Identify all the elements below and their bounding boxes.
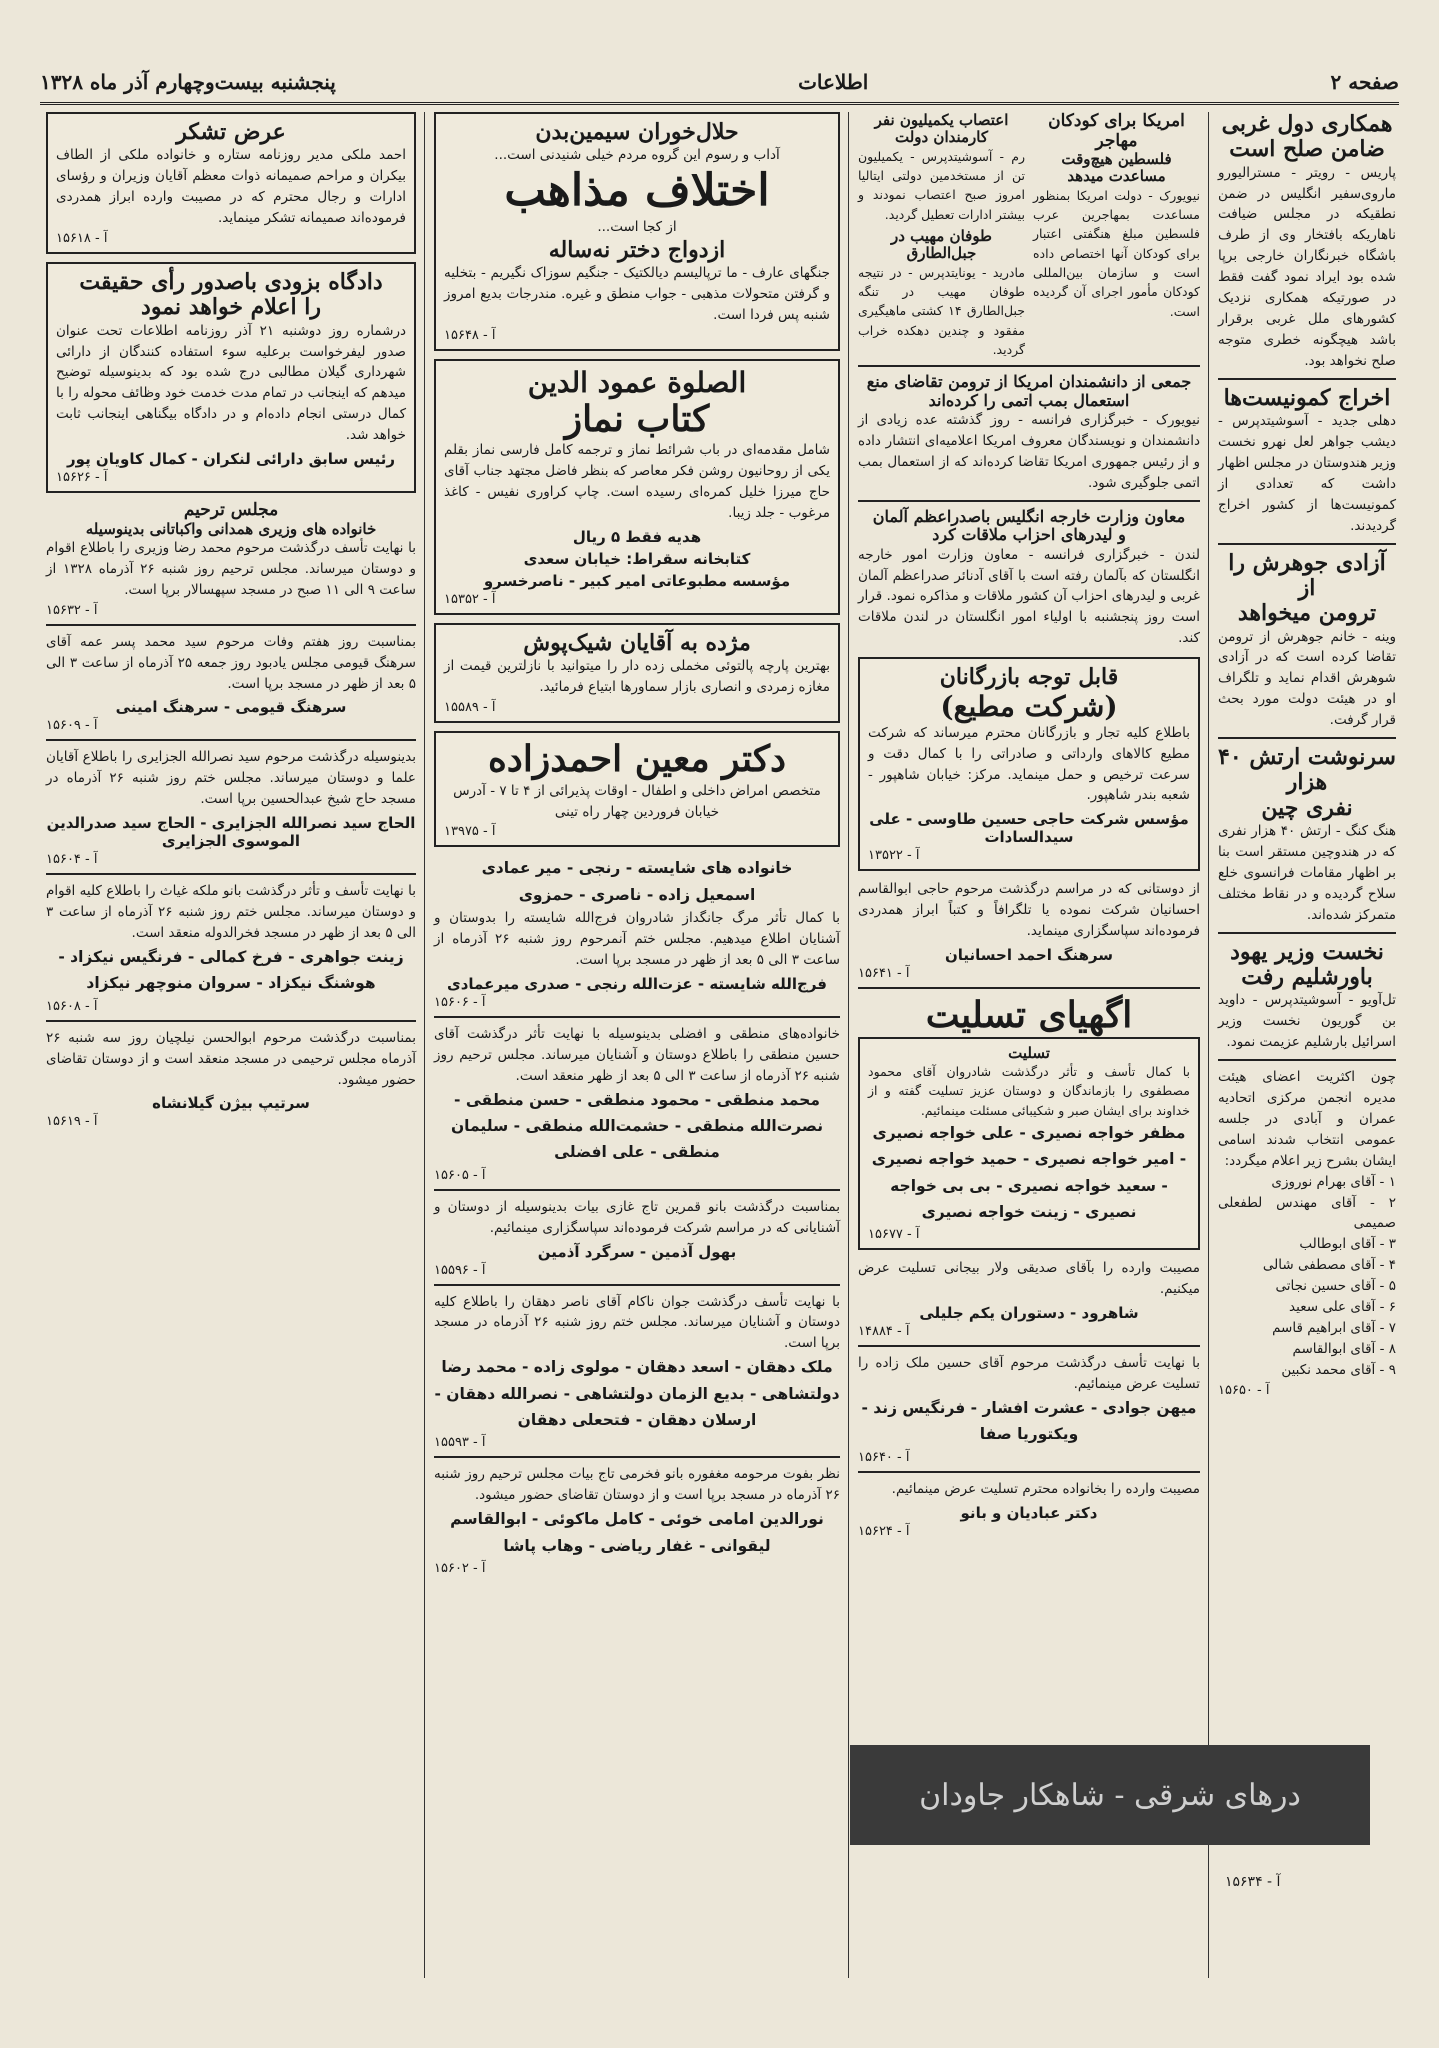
- divider: [858, 1345, 1200, 1347]
- ad-body: بمناسبت روز هفتم وفات مرحوم سید محمد پسر عمه آقای سرهنگ قیومی مجلس یادبود روز جمعه ۲۵ آذرماه از ساعت ۳ الی ۵ بعد از ظهر در مسجد برپا است.: [46, 633, 416, 692]
- ad-body: شامل مقدمه‌ای در باب شرائط نماز و ترجمه کامل فارسی نماز بقلم یکی از روحانیون روشن فکر معاصر که بنظر فاضل مجتهد جناب آقای حاج میرزا خلیل کمره‌ای رسیده است. چاپ کراوری نفیس - کاغذ مرغوب - جلد زیبا.: [444, 442, 830, 522]
- headline: همکاری دول غربی: [1221, 111, 1393, 137]
- ad-title: قابل توجه بازرگانان: [939, 664, 1119, 691]
- ad-body: باطلاع کلیه تجار و بازرگانان محترم میرساند که شرکت مطیع کالاهای وارداتی و صادراتی را با کمال دقت و سرعت ترخیص و حمل مینماید. مرکز: خیابان شاهپور - شعبه بندر شاهپور.: [868, 724, 1190, 804]
- ad-body: از دوستانی که در مراسم درگذشت مرحوم حاجی ابوالقاسم احسانیان شرکت نموده یا تلگرافاً و کتباً ابراز همدردی فرموده‌اند سپاسگزاری مینماید.: [858, 881, 1200, 940]
- article-body: رم - آسوشیتدپرس - یکمیلیون تن از مستخدمین دولتی ایتالیا امروز صبح اعتصاب نمودند و بیشتر ادارات تعطیل گردید.: [858, 148, 1025, 222]
- article-body: نیویورک - خبرگزاری فرانسه - روز گذشته عده زیادی از دانشمندان و نویسندگان معروف امریکا اعلامیه‌ای انتشار داده و از رئیس جمهوری امریکا تقاضا کرده‌اند که از استعمال بمب اتمی جلوگیری شود.: [858, 412, 1200, 491]
- ad-court: [46, 262, 416, 493]
- article-body: تل‌آویو - آسوشیتدپرس - داوید بن گوریون نخست وزیر اسرائیل بارشلیم عزیمت نمود.: [1218, 992, 1396, 1051]
- ad-code: آ - ۱۵۶۱۸: [56, 230, 108, 246]
- page-number: صفحه ۲: [1330, 70, 1399, 94]
- divider: [858, 500, 1200, 502]
- divider: [1218, 543, 1396, 545]
- headline: نخست وزیر یهود: [1230, 938, 1384, 965]
- ad-signature: سرتیپ بیژن گیلانشاه: [152, 1094, 310, 1113]
- article-western-cooperation: [1218, 112, 1396, 372]
- ad-doctor: [434, 731, 840, 847]
- ad-memorial-jazayeri: [46, 747, 416, 867]
- list-item: ۶ - آقای علی سعید: [1289, 1299, 1396, 1316]
- divider: [46, 1020, 416, 1022]
- ad-code: آ - ۱۴۸۸۴: [858, 1324, 910, 1340]
- ad-address: کتابخانه سقراط: خیابان سعدی: [523, 550, 751, 569]
- ad-magazine: [434, 112, 840, 351]
- ad-fabric: [434, 623, 840, 723]
- article-atomic-bomb: [858, 373, 1200, 493]
- ad-body: از کجا است...: [597, 218, 677, 235]
- ad-names: مظفر خواجه نصیری - علی خواجه نصیری - امیر خواجه نصیری - حمید خواجه نصیری - سعید خواجه نصیری - بی بی خواجه نصیری - زینت خواجه نصیری: [871, 1123, 1187, 1221]
- subheadline: باورشلیم رفت: [1241, 963, 1373, 990]
- ad-signature: رئیس سابق دارائی لنکران - کمال کاویان پور: [67, 450, 395, 469]
- ad-body: جنگهای عارف - ما ترپالیسم دیالکتیک - جنگیم سوزاک نگیریم - بتخلیه و گرفتن متحولات مذهبی - جواب منطق و غیره. مندرجات بدیع امروز شنبه پس فردا است.: [444, 265, 830, 323]
- ad-code: آ - ۱۵۶۰۸: [46, 998, 98, 1014]
- member-list: [1218, 1172, 1396, 1381]
- issue-date: پنجشنبه بیست‌وچهارم آذر ماه ۱۳۲۸: [40, 70, 336, 94]
- divider: [1218, 1059, 1396, 1061]
- list-item: ۲ - آقای مهندس لطفعلی صمیمی: [1218, 1194, 1396, 1232]
- ad-subtitle: (شرکت مطیع): [940, 689, 1118, 723]
- section-title-condolences: اگهیای تسلیت: [925, 994, 1133, 1037]
- divider: [858, 1471, 1200, 1473]
- notice-association: [1218, 1067, 1396, 1398]
- ad-thanks-maleki: [46, 112, 416, 254]
- ad-obituary-1: [434, 855, 840, 1009]
- banner-text: درهای شرقی - شاهکار جاودان: [919, 1777, 1301, 1813]
- headline: جمعی از دانشمندان امریکا از ترومن تقاضای منع: [866, 372, 1192, 392]
- list-item: ۵ - آقای حسین نجاتی: [1275, 1278, 1396, 1295]
- ad-code: آ - ۱۵۶۳۲: [46, 602, 98, 618]
- ad-memorial-vaziri: [46, 501, 416, 618]
- headline: طوفان مهیب در جبل‌الطارق: [890, 227, 992, 263]
- ad-signature: شاهرود - دستوران یکم جلیلی: [919, 1304, 1139, 1323]
- article-body: نیویورک - دولت امریکا بمنظور مساعدت بمهاجرین عرب فلسطین مبلغ هنگفتی اعتبار برای کودکان آنها اختصاص داده است و سازمان بین‌المللی کودکان مأمور اجرای آن گردیده است.: [1033, 187, 1200, 319]
- ad-title: عرض تشکر: [176, 119, 286, 145]
- ad-signature: سرهنگ قیومی - سرهنگ امینی: [115, 698, 347, 717]
- list-item: ۳ - آقای ابوطالب: [1299, 1236, 1396, 1253]
- article-china-army: [1218, 745, 1396, 926]
- divider: [434, 1016, 840, 1018]
- article-body: دهلی جدید - آسوشیتدپرس - دیشب جواهر لعل نهرو نخست وزیر هندوستان در مجلس اظهار داشت که تعدادی از کمونیست‌ها از کشور اخراج گردیدند.: [1218, 413, 1396, 534]
- ad-title: دکتر معین احمدزاده: [487, 738, 787, 781]
- ad-title: حلال‌خوران سیمین‌بدن: [535, 119, 739, 145]
- ad-condolence-2: [858, 1258, 1200, 1339]
- ad-signature: فرج‌الله شایسته - عزت‌الله رنجی - صدری میرعمادی: [446, 974, 828, 993]
- divider: [46, 624, 416, 626]
- article-communists: [1218, 386, 1396, 537]
- article-body: پاریس - رویتر - مسترالیورو ماروی‌سفیر انگلیس در ضمن نطقیکه در مجلس ضیافت ناهاریکه بافتخار وی از طرف باشگاه خبرنگاران خارجی برپا شده بود ایراد نمود گفت فقط در صورتیکه همکاری نزدیک کشورهای ملل غربی برقرار باشد هیچگونه خطری متوجه صلح نخواهد بود.: [1218, 164, 1396, 369]
- column-news-right: [1212, 112, 1402, 1398]
- ad-obituary-5: [434, 1464, 840, 1576]
- column-news-center: [852, 112, 1206, 1539]
- ad-code: آ - ۱۵۶۰۴: [46, 852, 98, 868]
- ad-prayer-book: [434, 359, 840, 615]
- list-item: ۱ - آقای بهرام نوروزی: [1271, 1173, 1396, 1190]
- ad-title: الصلوة عمود الدین: [527, 365, 747, 399]
- ad-headline: اختلاف مذاهب: [504, 165, 770, 217]
- footer-code: آ - ۱۵۶۳۴: [1225, 1874, 1281, 1890]
- ad-code: آ - ۱۵۶۰۲: [434, 1560, 486, 1576]
- ad-body: با نهایت تأسف و تأثر درگذشت بانو ملکه غیاث را باطلاع کلیه اقوام و دوستان میرساند. مجلس ختم روز شنبه ۲۶ آذرماه از ساعت ۳ الی ۵ بعد از ظهر در مسجد فخرالدوله منعقد است.: [46, 883, 416, 942]
- ad-signature: سرهنگ احمد احسانیان: [944, 946, 1114, 965]
- article-body: لندن - خبرگزاری فرانسه - معاون وزارت امور خارجه انگلستان که بآلمان رفته است با آقای آدنائر صدراعظم آلمان غربی و لیدرهای احزاب آن کشور ملاقات و مذاکره نمود. قرار است روز پنجشنبه با اولیاء امور انگلستان در لندن ملاقات کند.: [858, 546, 1200, 647]
- ad-names: اسمعیل زاده - ناصری - حمزوی: [518, 885, 756, 904]
- ad-code: آ - ۱۵۶۵۰: [1218, 1382, 1270, 1398]
- column-rule: [424, 112, 425, 1978]
- divider: [46, 873, 416, 875]
- ad-code: آ - ۱۵۶۲۶: [56, 470, 108, 486]
- ad-code: آ - ۱۵۵۹۳: [434, 1435, 486, 1451]
- divider: [858, 365, 1200, 367]
- headline: معاون وزارت خارجه انگلیس باصدراعظم آلمان: [872, 506, 1186, 526]
- ad-code: آ - ۱۵۶۰۹: [46, 718, 98, 734]
- ad-body: بهترین پارچه پالتوئی مخملی زده دار را میتوانید با نازلترین قیمت از مغازه زمردی و انصاری بازار سماورها ابتیاع فرمائید.: [444, 658, 830, 696]
- ad-address: مؤسسه مطبوعاتی امیر کبیر - ناصرخسرو: [483, 572, 791, 591]
- ad-names: نورالدین امامی خوئی - کامل ماکوئی - ابوالقاسم لیقوانی - غفار ریاضی - وهاب پاشا: [450, 1510, 824, 1555]
- subheadline: و لیدرهای احزاب ملاقات کرد: [932, 525, 1126, 545]
- ad-code: آ - ۱۵۶۴۰: [858, 1449, 910, 1465]
- subheadline: ترومن میخواهد: [1237, 600, 1377, 627]
- ad-title: مژده به آقایان شیک‌پوش: [523, 630, 751, 657]
- paper-name: اطلاعات: [798, 70, 869, 94]
- ad-thanks: [858, 879, 1200, 981]
- ad-title: تسلیت: [1008, 1043, 1050, 1062]
- ad-body: با کمال تأثر مرگ جانگداز شادروان فرج‌الله شایسته را بدوستان و آشنایان اطلاع میدهیم. مجلس ختم آنمرحوم روز شنبه ۲۶ آذرماه از ساعت ۳ الی ۵ بعد از ظهر در مسجد برپا است.: [434, 910, 840, 968]
- divider: [434, 1284, 840, 1286]
- ad-names: ملک دهقان - اسعد دهقان - مولوی زاده - محمد رضا دولتشاهی - بدیع الزمان دولتشاهی - نصرالله دهقان - ارسلان دهقان - فتحعلی دهقان: [434, 1358, 840, 1429]
- headline: اخراج کمونیست‌ها: [1223, 384, 1391, 411]
- column-rule: [848, 112, 849, 1978]
- ad-body: با نهایت تأسف درگذشت مرحوم محمد رضا وزیری را باطلاع اقوام و دوستان میرساند. مجلس ترحیم روز شنبه ۲۶ آذرماه ۱۳۲۸ از ساعت ۹ الی ۱۱ صبح در مسجد سپهسالار برپا است.: [46, 539, 417, 598]
- ad-subtitle: را اعلام خواهد نمود: [141, 294, 321, 321]
- divider: [1218, 932, 1396, 934]
- column-ads-center: [428, 112, 846, 1576]
- article-release-request: [1218, 551, 1396, 732]
- article-body: مادرید - یونایتدپرس - در نتیجه طوفان مهیب در تنگه جبل‌الطارق ۱۴ کشتی ماهیگیری مفقود و چندین دهکده خراب گردید.: [858, 264, 1025, 357]
- subheadline: استعمال بمب اتمی را کرده‌اند: [928, 390, 1130, 410]
- subheadline: فلسطین هیچ‌وقت مساعدت میدهد: [1061, 150, 1172, 186]
- headline: اعتصاب یکمیلیون نفر کارمندان دولت: [874, 111, 1009, 147]
- ad-condolence-1: [858, 1037, 1200, 1251]
- ad-subtitle: خانواده های وزیری همدانی واکباتانی بدینوسیله: [85, 519, 377, 538]
- column-rule: [1208, 112, 1209, 1978]
- ad-body: مصیبت وارده را بآقای صدیقی ولار بیجانی تسلیت عرض میکنیم.: [858, 1260, 1200, 1298]
- ad-names: زینت جواهری - فرخ کمالی - فرنگیس نیکزاد - هوشنگ نیکزاد - سروان منوچهر نیکزاد: [58, 947, 404, 993]
- column-ads-left: [40, 112, 422, 1129]
- ad-code: آ - ۱۵۶۴۱: [858, 966, 910, 982]
- ad-obituary-3: [434, 1197, 840, 1278]
- ad-subtitle: ازدواج دختر نه‌ساله: [548, 236, 726, 263]
- headline: امریکا برای کودکان مهاجر: [1048, 111, 1185, 151]
- divider: [858, 987, 1200, 989]
- ad-title: دادگاه بزودی باصدور رأی حقیقت: [79, 268, 383, 295]
- article-body: وینه - خانم جوهرش از ترومن تقاضا کرده است که در آزادی شوهرش اقدام نماید و تلگراف او در هیئت دولت مورد بحث قرار گرفت.: [1218, 628, 1396, 729]
- ad-signature: مؤسس شرکت حاجی حسین طاوسی - علی سیدالسادات: [869, 810, 1189, 847]
- article-foreign-ministry: [858, 508, 1200, 649]
- banner-ad-image: [850, 1745, 1370, 1845]
- ad-code: آ - ۱۵۶۴۸: [444, 327, 496, 343]
- ad-code: آ - ۱۳۵۲۲: [868, 848, 920, 864]
- list-item: ۷ - آقای ابراهیم قاسم: [1272, 1320, 1396, 1337]
- ad-condolence-4: [858, 1479, 1200, 1539]
- ad-code: آ - ۱۵۶۱۹: [46, 1114, 98, 1130]
- headline: سرنوشت ارتش ۴۰ هزار: [1218, 744, 1396, 796]
- list-item: ۹ - آقای محمد نکبین: [1281, 1361, 1396, 1378]
- ad-body: مصیبت وارده را بخانواده محترم تسلیت عرض مینمائیم.: [891, 1480, 1200, 1497]
- ad-code: آ - ۱۵۵۸۹: [444, 700, 496, 716]
- divider: [1218, 378, 1396, 380]
- ad-code: آ - ۱۵۶۲۴: [858, 1523, 910, 1539]
- ad-obituary-2: [434, 1024, 840, 1183]
- subheadline: نفری چین: [1261, 794, 1353, 821]
- divider: [1218, 737, 1396, 739]
- ad-body: با کمال تأسف و تأثر درگذشت شادروان آقای محمود مصطفوی را بازماندگان و دوستان عزیز تسلیت گفته و از خداوند برای ایشان صبر و شکیبائی مسئلت مینمائیم.: [868, 1063, 1190, 1118]
- subheadline: ضامن صلح است: [1229, 136, 1385, 163]
- divider: [46, 739, 416, 741]
- ad-body: درشماره روز دوشنبه ۲۱ آذر روزنامه اطلاعات تحت عنوان صدور لیفرخواست برعلیه سوء استفاده کنندگان از دارائی شهرداری گیلان مطالبی درج شده بود که بدینوسیله توضیح میدهم که اینجانب در تمام مدت خدمت خود وظائف محوله را با کمال درستی انجام داده‌ام و در دادگاه بیگناهی اینجانب ثابت خواهد شد.: [56, 322, 407, 444]
- ad-code: آ - ۱۵۶۰۶: [434, 994, 486, 1010]
- ad-signature: بهول آذمین - سرگرد آذمین: [537, 1242, 737, 1261]
- ad-memorial-ghiyas: [46, 881, 416, 1013]
- divider: [434, 1189, 840, 1191]
- ad-code: آ - ۱۵۶۰۵: [434, 1167, 486, 1183]
- ad-price: هدیه فقط ۵ ریال: [572, 528, 702, 547]
- ad-memorial-nilchian: [46, 1028, 416, 1130]
- ad-body: نظر بفوت مرحومه مغفوره بانو فخرمی تاج بیات مجلس ترحیم روز شنبه ۲۶ آذرماه در مسجد برپا است و از دوستان تقاضای حضور میشود.: [434, 1466, 840, 1504]
- ad-code: آ - ۱۵۶۷۷: [868, 1227, 920, 1243]
- ad-body: بدینوسیله درگذشت مرحوم سید نصرالله الجزایری را باطلاع آقایان علما و دوستان میرساند. مجلس ختم روز شنبه ۲۶ آذرماه در مسجد حاج شیخ عبدالحسین برپا است.: [46, 749, 416, 808]
- ad-body: با نهایت تأسف درگذشت جوان ناکام آقای ناصر دهقان را باطلاع کلیه دوستان و آشنایان میرساند. مجلس ختم روز شنبه ۲۶ آذرماه در مسجد برپا است.: [434, 1293, 840, 1352]
- masthead: [40, 62, 1399, 105]
- ad-subtitle: کتاب نماز: [564, 397, 710, 440]
- list-item: ۸ - آقای ابوالقاسم: [1292, 1340, 1396, 1357]
- ad-body: آداب و رسوم این گروه مردم خیلی شنیدنی است...: [494, 147, 780, 164]
- notice-body: چون اکثریت اعضای هیئت مدیره انجمن مرکزی اتحادیه عمران و آبادی در جلسه عمومی انتخاب شدند اسامی ایشان بشرح زیر اعلام میگردد:: [1218, 1069, 1396, 1169]
- ad-body: خانواده‌های منطقی و افضلی بدینوسیله با نهایت تأثر درگذشت آقای حسین منطقی را باطلاع دوستان و آشنایان میرساند. مجلس ترحیم روز شنبه ۲۶ آذرماه از ساعت ۳ الی ۵ بعد از ظهر منعقد است.: [434, 1025, 840, 1084]
- ad-code: آ - ۱۳۹۷۵: [444, 824, 496, 840]
- ad-body: بمناسبت درگذشت مرحوم ابوالحسن نیلچیان روز سه شنبه ۲۶ آذرماه مجلس ترحیمی در مسجد منعقد است و از دوستان تقاضای حضور میشود.: [46, 1029, 416, 1088]
- ad-title: مجلس ترحیم: [183, 500, 279, 521]
- ad-body: بمناسبت درگذشت بانو قمرین تاج غازی بیات بدینوسیله از دوستان و آشنایانی که در مراسم شرکت فرموده‌اند سپاسگزاری مینمائیم.: [434, 1198, 840, 1236]
- ad-names: خانواده های شایسته - رنجی - میر عمادی: [481, 859, 793, 878]
- article-body: هنگ کنگ - ارتش ۴۰ هزار نفری که در هندوچین مستقر است بنا بر اظهار مقامات فرانسوی خلع سلاح گردیده و در نقاط مختلف متمرکز شده‌اند.: [1218, 823, 1396, 923]
- ad-condolence-3: [858, 1353, 1200, 1465]
- article-refugee-children: [1033, 112, 1200, 359]
- news-row: [858, 112, 1200, 359]
- headline: آزادی جوهرش را از: [1228, 549, 1386, 601]
- ad-body: متخصص امراض داخلی و اطفال - اوقات پذیرائی از ۴ تا ۷ - آدرس خیابان فروردین چهار راه تینی: [453, 782, 821, 820]
- ad-body: احمد ملکی مدیر روزنامه ستاره و خانواده ملکی از الطاف بیکران و مراحم صمیمانه ذوات معظم آقایان وزیران و رؤسای ادارات و رجال محترم که در مصیبت وارده ابراز همدردی فرموده‌اند صمیمانه تشکر مینماید.: [56, 147, 406, 227]
- list-item: ۴ - آقای مصطفی شالی: [1262, 1257, 1396, 1274]
- article-strike: [858, 112, 1025, 359]
- ad-memorial-ghayoumi: [46, 632, 416, 734]
- ad-body: با نهایت تأسف درگذشت مرحوم آقای حسین ملک زاده را تسلیت عرض مینمائیم.: [858, 1355, 1200, 1393]
- ad-signature: الحاج سید نصرالله الجزایری - الحاج سید صدرالدین الموسوی الجزایری: [46, 814, 416, 851]
- ad-signature: دکتر عبادیان و بانو: [960, 1503, 1098, 1522]
- ad-names: محمد منطقی - محمود منطقی - حسن منطقی - نصرت‌الله منطقی - حشمت‌الله منطقی - سلیمان منطقی - علی افضلی: [450, 1090, 824, 1162]
- ad-names: میهن جوادی - عشرت افشار - فرنگیس زند - ویکتوریا صفا: [861, 1399, 1197, 1444]
- divider: [434, 1456, 840, 1458]
- article-israel-pm: [1218, 940, 1396, 1053]
- ad-merchants: [858, 657, 1200, 871]
- ad-obituary-4: [434, 1292, 840, 1451]
- ad-code: آ - ۱۵۵۹۶: [434, 1262, 486, 1278]
- ad-code: آ - ۱۵۳۵۲: [444, 592, 496, 608]
